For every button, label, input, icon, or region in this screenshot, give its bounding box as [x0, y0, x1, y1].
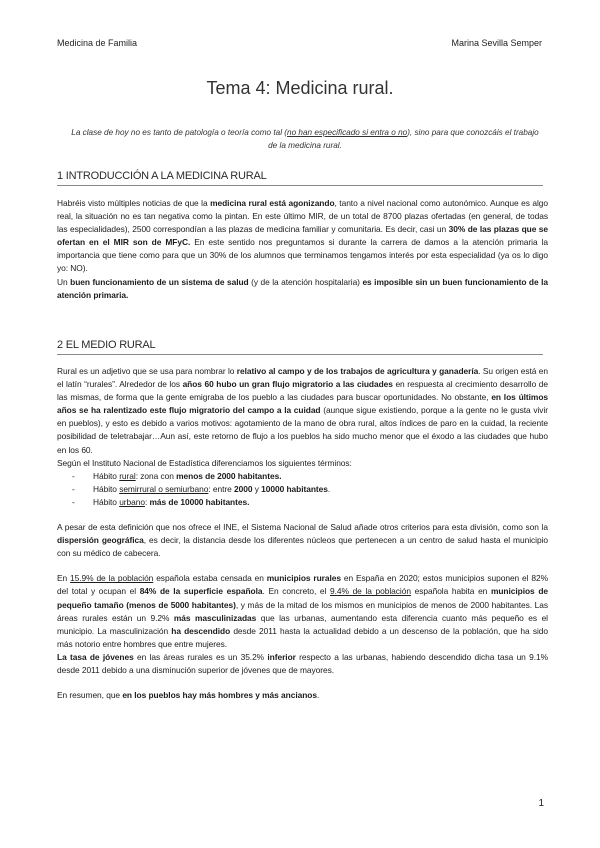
list-item: - Hábito rural: zona con menos de 2000 habitantes.	[72, 470, 282, 481]
list-item: - Hábito semirrural o semiurbano: entre 2000 y 10000 habitantes.	[72, 483, 331, 494]
section-heading-introduccion: 1 INTRODUCCIÓN A LA MEDICINA RURAL	[57, 170, 543, 186]
list-item: - Hábito urbano: más de 10000 habitantes.	[72, 496, 250, 507]
paragraph: La tasa de jóvenes en las áreas rurales es un 35.2% inferior respecto a las urbanas, habiendo descendido dicha tasa un 9.1% desde 2011 debido a una disminución superior de jóvenes que de mayores.	[57, 651, 548, 675]
paragraph: Rural es un adjetivo que se usa para nombrar lo relativo al campo y de los trabajos de agricultura y ganadería. Su origen está en el latín “rurales”. Alrededor de los años 60 hubo un gran flujo migratorio a las ciudades en respuesta al crecimiento desarrollo de las mismas, de forma que la gente emigraba de los pueblo a las ciudades para buscar oportunidades. No obstante, en los últimos años se ha ralentizado este flujo migratorio del campo a la cuidad (aunque sigue existiendo, porque a la gente no le gusta vivir en pueblos), y esto es debido a varios motivos: agotamiento de la mano de obra rural, altos índices de paro en la cuidad, la reciente posibilidad de teletrabajar…Aun así, este retorno de flujo a los pueblos ha sido mucho menor que el éxodo a las ciudades que hubo en los 60.	[57, 366, 549, 455]
terms-list	[57, 470, 548, 509]
paragraph: Habréis visto múltiples noticias de que la medicina rural está agonizando, tanto a nivel nacional como autonómico. Aunque es algo real, la situación no es tan negativa como la pintan. En este último MIR, de un total de 8700 plazas ofertadas (en general, de todas las especialidades), 2500 correspondían a las plazas de medicina familiar y comunitaria. Es decir, casi un 30% de las plazas que se ofertan en el MIR son de MFyC. En este sentido nos preguntamos si durante la carrera de damos a la atención primaria la importancia que tiene como para que un 30% de los alumnos que terminamos tengamos interés por esta especialidad (ya os lo digo yo: NO).	[57, 198, 549, 274]
intro-text-end: ), sino para que conozcáis el trabajo de la medicina rural.	[268, 128, 539, 150]
intro-note	[70, 126, 540, 152]
paragraph: A pesar de esta definición que nos ofrece el INE, el Sistema Nacional de Salud añade otros criterios para esta división, como son la dispersión geográfica, es decir, la distancia desde los diferentes núcleos que pertenecen a un centro de salud hasta el municipio con su médico de cabecera.	[57, 522, 548, 559]
paragraph: Según el Instituto Nacional de Estadística diferenciamos los siguientes términos:	[57, 457, 352, 468]
intro-underlined: no han especificado si entra o no	[287, 128, 408, 137]
paragraph: En resumen, que en los pueblos hay más hombres y más ancianos.	[57, 690, 320, 701]
page-number: 1	[538, 798, 544, 809]
intro-text: La clase de hoy no es tanto de patología o teoría como tal (	[71, 128, 288, 137]
paragraph: En 15.9% de la población española estaba censada en municipios rurales en España en 2020; estos municipios suponen el 82% del total y ocupan el 84% de la superficie española. En concreto, el 9.4% de la población española habita en municipios de pequeño tamaño (menos de 5000 habitantes), y más de la mitad de los mismos en municipios de menos de 2000 habitantes. Las áreas rurales están un 9.2% más masculinizadas que las urbanas, aumentando esta diferencia cuanto más pequeño es el municipio. La masculinización ha descendido desde 2011 hasta la actualidad debido a un descenso de la población, que ha sido más notorio entre hombres que entre mujeres.	[57, 573, 548, 649]
section-heading-medio-rural: 2 EL MEDIO RURAL	[57, 339, 543, 355]
page-title: Tema 4: Medicina rural.	[206, 78, 394, 98]
header-author: Marina Sevilla Semper	[451, 38, 542, 48]
section1-body	[57, 197, 548, 302]
section2-body	[57, 365, 548, 702]
paragraph: Un buen funcionamiento de un sistema de salud (y de la atención hospitalaria) es imposible sin un buen funcionamiento de la atención primaria.	[57, 276, 548, 300]
header-course: Medicina de Familia	[57, 38, 138, 48]
